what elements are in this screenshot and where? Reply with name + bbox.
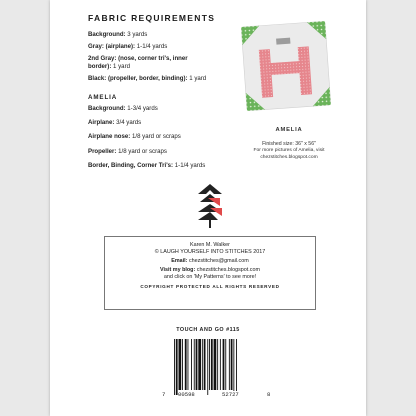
barcode-bar bbox=[217, 339, 218, 390]
quilt-finished-size: Finished size: 36" x 56" bbox=[262, 141, 316, 147]
barcode-bar bbox=[198, 339, 201, 390]
barcode-bar bbox=[233, 339, 234, 395]
pattern-number: TOUCH AND GO #115 bbox=[176, 327, 240, 333]
upc-barcode bbox=[168, 337, 264, 399]
amelia-airplane: Airplane: 3/4 yards bbox=[88, 119, 142, 126]
amelia-quilt-image bbox=[238, 18, 334, 114]
email-line: Email: chezstitches@gmail.com bbox=[171, 257, 249, 264]
pattern-back-cover bbox=[50, 0, 366, 416]
designer-info-box bbox=[104, 236, 316, 310]
copyright-line: © LAUGH YOURSELF INTO STITCHES 2017 bbox=[154, 249, 266, 256]
barcode-bar bbox=[214, 339, 217, 390]
amelia-background: Background: 1-3/4 yards bbox=[88, 105, 158, 112]
barcode-bar bbox=[196, 339, 198, 390]
barcode-bar bbox=[188, 339, 189, 390]
req-black: Black: (propeller, border, binding): 1 yard bbox=[88, 75, 207, 82]
barcode-bar bbox=[191, 339, 192, 390]
rights-reserved: COPYRIGHT PROTECTED ALL RIGHTS RESERVED bbox=[140, 284, 280, 290]
barcode-bar bbox=[223, 339, 225, 390]
amelia-propeller: Propeller: 1/8 yard or scraps bbox=[88, 148, 167, 155]
barcode-bar bbox=[220, 339, 221, 390]
barcode-bar bbox=[176, 339, 178, 395]
barcode-bar bbox=[236, 339, 237, 395]
barcode-bar bbox=[209, 339, 210, 390]
barcode-bar bbox=[231, 339, 233, 390]
barcode-group-1: 00598 bbox=[178, 391, 195, 398]
barcode-bar bbox=[229, 339, 230, 390]
barcode-bar bbox=[174, 339, 175, 395]
req-2nd-gray: 2nd Gray: (nose, corner tri's, inner border): 1 yard bbox=[88, 55, 188, 70]
barcode-bar bbox=[225, 339, 226, 390]
designer-name: Karen M. Walker bbox=[190, 242, 230, 248]
barcode-bar bbox=[204, 339, 206, 390]
barcode-bar bbox=[194, 339, 195, 390]
quilt-more-pictures: For more pictures of Amelia, visit chezstitches.blogspot.com bbox=[253, 148, 325, 160]
fabric-requirements-heading: FABRIC REQUIREMENTS bbox=[88, 13, 216, 23]
amelia-border: Border, Binding, Corner Tri's: 1-1/4 yards bbox=[88, 162, 206, 169]
stacked-birds-logo-icon bbox=[190, 178, 230, 230]
req-background: Background: 3 yards bbox=[88, 31, 148, 38]
blog-line-2: and click on 'My Patterns' to see more! bbox=[163, 273, 257, 280]
barcode-bar bbox=[211, 339, 213, 390]
quilt-caption-title: AMELIA bbox=[275, 127, 303, 133]
barcode-bar bbox=[207, 339, 208, 395]
barcode-digit-1: 7 bbox=[162, 391, 166, 398]
barcode-bar bbox=[185, 339, 187, 390]
barcode-group-2: 52727 bbox=[222, 391, 239, 398]
req-gray: Gray: (airplane): 1-1/4 yards bbox=[88, 43, 168, 50]
barcode-bar bbox=[182, 339, 183, 390]
barcode-digit-2: 8 bbox=[267, 391, 271, 398]
amelia-nose: Airplane nose: 1/8 yard or scraps bbox=[88, 133, 181, 140]
blog-line: Visit my blog: chezstitches.blogspot.com bbox=[160, 266, 260, 273]
amelia-heading: AMELIA bbox=[88, 94, 118, 101]
barcode-bar bbox=[179, 339, 182, 390]
barcode-bar bbox=[202, 339, 203, 390]
